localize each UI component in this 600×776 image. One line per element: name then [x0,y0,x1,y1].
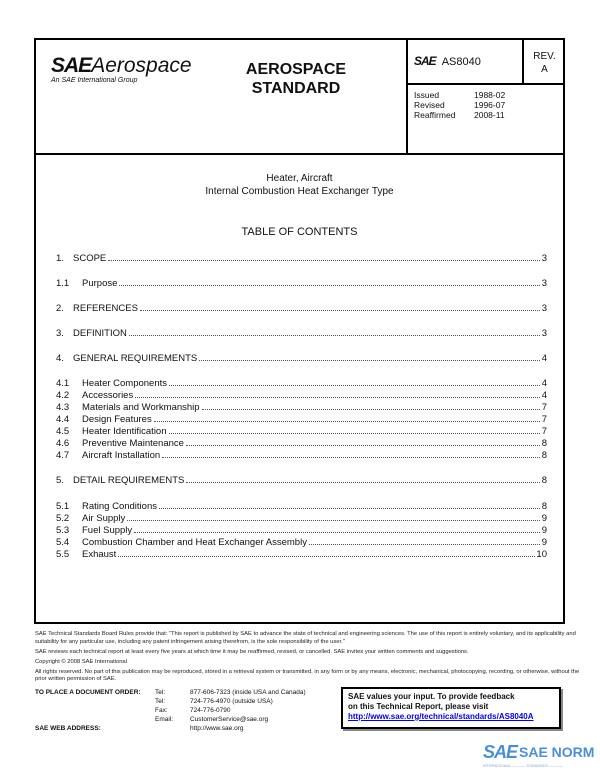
contact-email[interactable]: CustomerService@sae.org [190,716,269,723]
toc-entry[interactable] [56,278,547,289]
toc-page: 3 [541,278,547,289]
toc-page: 8 [541,450,547,461]
logo-tagline: An SAE International Group [51,77,138,84]
watermark-text: SAE NORM [519,744,595,760]
toc-leader [159,502,540,509]
toc-number: 4.2 [56,390,70,401]
toc-number: 4. [56,353,64,364]
subject-line2: Internal Combustion Heat Exchanger Type [205,186,394,197]
document-subject [36,172,563,198]
toc-page: 4 [541,390,547,401]
document-number [408,40,524,85]
toc-entry[interactable] [56,253,547,264]
contact-key: Email: [155,716,174,723]
toc-number: 5.1 [56,501,70,512]
toc-label: Rating Conditions [82,501,157,512]
toc-number: 3. [56,328,64,339]
toc-entry[interactable] [56,513,547,524]
date-row-reaffirmed [414,110,505,120]
toc-label: Fuel Supply [82,525,133,536]
logo-sae-text: SAE [51,54,92,77]
toc-page: 9 [541,513,547,524]
toc-entry[interactable] [56,501,547,512]
toc-label: Purpose [82,278,118,289]
toc-label: SCOPE [73,253,107,264]
toc-entry[interactable] [56,450,547,461]
document-header [36,40,563,155]
contact-key: Fax: [155,707,168,714]
toc-leader [199,354,540,361]
toc-number: 5.4 [56,537,70,548]
date-value: 1996-07 [474,100,506,110]
footer-rights-text: All rights reserved. No part of this publication may be reproduced, stored in a retrieval system or transmitted, in any form or by any means, electronic, mechanical, photocopying, recording, or otherwise, without the prior written permission of SAE. [35,668,580,682]
toc-number: 4.1 [56,378,70,389]
toc-label: Air Supply [82,513,126,524]
logo-aerospace-text: Aerospace [91,54,192,77]
toc-leader [129,329,540,336]
toc-entry[interactable] [56,438,547,449]
date-row-issued [414,90,505,100]
sae-aerospace-logo [51,55,192,84]
feedback-link[interactable]: http://www.sae.org/technical/standards/AS8040A [348,712,534,721]
toc-page: 8 [541,475,547,486]
toc-page: 3 [541,303,547,314]
revision-box [524,40,565,85]
rev-label: REV. [533,51,556,62]
toc-label: Heater Identification [82,426,167,437]
toc-number: 5. [56,475,64,486]
toc-leader [154,415,540,422]
toc-label: GENERAL REQUIREMENTS [73,353,198,364]
toc-entry[interactable] [56,390,547,401]
toc-label: Combustion Chamber and Heat Exchanger Assembly [82,537,307,548]
contact-value: 877-606-7323 (inside USA and Canada) [190,689,306,696]
date-row-revised [414,100,505,110]
sae-norm-watermark [483,742,598,772]
date-label: Revised [414,100,445,110]
toc-entry[interactable] [56,378,547,389]
toc-label: DEFINITION [73,328,127,339]
date-label: Reaffirmed [414,110,456,120]
toc-page: 3 [541,253,547,264]
contact-key: Tel: [155,698,166,705]
toc-page: 3 [541,328,547,339]
toc-label: Aircraft Installation [82,450,161,461]
toc-leader [202,403,540,410]
toc-page: 9 [541,537,547,548]
date-value: 1988-02 [474,90,506,100]
toc-number: 1. [56,253,64,264]
toc-leader [309,538,540,545]
toc-leader [169,379,540,386]
legal-footer [35,631,580,686]
toc-entry[interactable] [56,525,547,536]
watermark-subtext: INTERNATIONAL ———— STANDARDS ———— [483,764,563,768]
toc-page: 4 [541,378,547,389]
footer-copyright: Copyright © 2008 SAE International [35,658,127,665]
toc-leader [169,427,541,434]
toc-leader [186,476,540,483]
contact-key: Tel: [155,689,166,696]
contact-value: 724-776-4970 (outside USA) [190,698,273,705]
date-list [414,90,505,120]
toc-entry[interactable] [56,537,547,548]
watermark-logo: SAE [483,742,518,762]
toc-entry[interactable] [56,303,547,314]
doc-prefix-logo: SAE [414,54,436,68]
feedback-box [341,687,561,729]
toc-number: 4.3 [56,402,70,413]
toc-label: Materials and Workmanship [82,402,200,413]
standard-title-line1: AEROSPACE [245,61,347,78]
toc-entry[interactable] [56,414,547,425]
toc-page: 8 [541,438,547,449]
order-label: TO PLACE A DOCUMENT ORDER: [35,689,141,696]
toc-label: Design Features [82,414,152,425]
feedback-line1: SAE values your input. To provide feedback [348,692,515,701]
rev-value: A [541,64,548,75]
toc-label: Exhaust [82,549,117,560]
toc-number: 4.6 [56,438,70,449]
toc-number: 4.5 [56,426,70,437]
toc-entry[interactable] [56,475,547,486]
toc-leader [127,514,540,521]
contact-value: 724-776-0790 [190,707,231,714]
toc-number: 5.2 [56,513,70,524]
footer-rules-text: SAE Technical Standards Board Rules provide that: "This report is published by SAE to advance the state of technical and engineering sciences. The use of this report is entirely voluntary, and its applicability and suitability for any particular use, including any patent infringement arising therefrom, is the sole responsibility of the user." [35,631,576,645]
toc-entry[interactable] [56,402,547,413]
document-frame [34,38,565,624]
doc-number-text: AS8040 [441,56,481,68]
toc-number: 5.5 [56,549,70,560]
toc-leader [186,439,540,446]
footer-review-text: SAE reviews each technical report at least every five years at which time it may be reaffirmed, revised, or cancelled. SAE invites your written comments and suggestions. [35,648,469,655]
toc-label: REFERENCES [73,303,138,314]
date-label: Issued [414,90,440,100]
toc-leader [119,279,540,286]
standard-title [221,60,371,98]
toc-page: 7 [541,426,547,437]
document-info-box [406,40,563,153]
toc-entry[interactable] [56,328,547,339]
toc-label: DETAIL REQUIREMENTS [73,475,185,486]
feedback-line2: on this Technical Report, please visit [348,702,489,711]
toc-entry[interactable] [56,353,547,364]
toc-page: 7 [541,414,547,425]
toc-title: TABLE OF CONTENTS [241,226,358,238]
toc-page: 9 [541,525,547,536]
web-address-label: SAE WEB ADDRESS: [35,725,101,732]
standard-title-line2: STANDARD [251,80,341,97]
toc-number: 4.7 [56,450,70,461]
toc-entry[interactable] [56,426,547,437]
toc-leader [108,254,540,261]
toc-entry[interactable] [56,549,547,560]
toc-number: 4.4 [56,414,70,425]
toc-label: Accessories [82,390,134,401]
toc-number: 1.1 [56,278,70,289]
date-value: 2008-11 [474,110,505,120]
toc-page: 7 [541,402,547,413]
toc-number: 5.3 [56,525,70,536]
toc-leader [140,304,540,311]
toc-page: 4 [541,353,547,364]
toc-leader [162,451,540,458]
toc-leader [118,550,535,557]
toc-leader [135,391,540,398]
toc-number: 2. [56,303,64,314]
toc-page: 10 [536,549,547,560]
toc-label: Heater Components [82,378,168,389]
toc-leader [134,526,540,533]
toc-label: Preventive Maintenance [82,438,184,449]
web-address-link[interactable]: http://www.sae.org [190,725,244,732]
subject-line1: Heater, Aircraft [266,173,333,184]
toc-page: 8 [541,501,547,512]
